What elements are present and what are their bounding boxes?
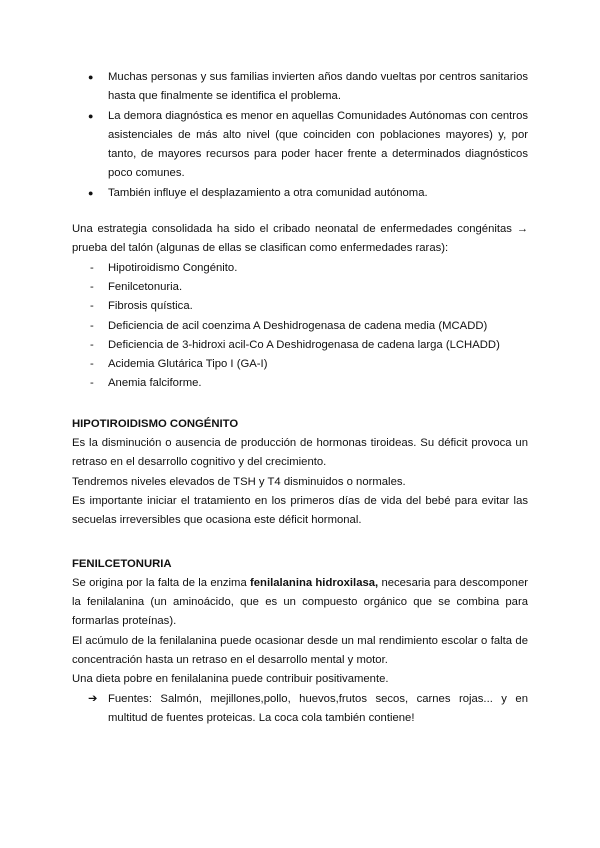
list-item xyxy=(72,336,528,355)
screening-list xyxy=(72,259,528,394)
dash-icon: - xyxy=(90,377,94,390)
bullet-icon: ● xyxy=(88,187,94,198)
hipotiroidismo-paragraph-2: Tendremos niveles elevados de TSH y T4 disminuidos o normales. xyxy=(72,475,406,488)
dash-icon: - xyxy=(90,338,94,351)
fenilcetonuria-paragraph-3: Una dieta pobre en fenilalanina puede contribuir positivamente. xyxy=(72,673,389,686)
list-item xyxy=(72,107,528,184)
bullet-text: También influye el desplazamiento a otra comunidad autónoma. xyxy=(108,186,428,199)
hipotiroidismo-paragraph-1: Es la disminución o ausencia de producción de hormonas tiroideas. Su déficit provoca un retraso en el desarrollo cognitivo y del crecimiento. xyxy=(72,437,528,469)
item-text: Anemia falciforme. xyxy=(108,377,202,390)
hipotiroidismo-heading: HIPOTIROIDISMO CONGÉNITO xyxy=(72,417,239,430)
list-item xyxy=(72,278,528,297)
document-page xyxy=(72,68,528,728)
bullet-icon: ● xyxy=(88,72,94,82)
screening-intro: Una estrategia consolidada ha sido el cribado neonatal de enfermedades congénitas → prueba del talón (algunas de ellas se clasifican como enfermedades raras): xyxy=(72,223,528,255)
text-run: necesaria para descomponer la fenilalanina (un aminoácido, que es un compuesto orgánico que se combina para formarlas proteínas). xyxy=(72,576,528,628)
dash-icon: - xyxy=(90,280,94,293)
item-text: Fibrosis quística. xyxy=(108,300,193,313)
list-item xyxy=(72,317,528,336)
list-item xyxy=(72,374,528,393)
arrow-icon: ➔ xyxy=(88,692,98,705)
enzyme-name: fenilalanina hidroxilasa, xyxy=(250,576,379,589)
item-text: Fenilcetonuria. xyxy=(108,280,183,293)
list-item xyxy=(72,690,528,729)
item-text: Acidemia Glutárica Tipo I (GA-I) xyxy=(108,358,268,371)
bullet-text: Muchas personas y sus familias invierten años dando vueltas por centros sanitarios hasta que finalmente se identifica el problema. xyxy=(108,71,528,103)
dash-icon: - xyxy=(90,261,94,274)
list-item xyxy=(72,259,528,278)
bullet-icon: ● xyxy=(88,110,94,121)
list-item xyxy=(72,184,528,203)
item-text: Deficiencia de 3-hidroxi acil-Co A Deshidrogenasa de cadena larga (LCHADD) xyxy=(108,338,500,351)
sources-text: Fuentes: Salmón, mejillones,pollo, huevos,frutos secos, carnes rojas... y en multitud de fuentes proteicas. La coca cola también contiene! xyxy=(108,692,528,724)
hipotiroidismo-paragraph-3: Es importante iniciar el tratamiento en los primeros días de vida del bebé para evitar las secuelas irreversibles que ocasiona este déficit hormonal. xyxy=(72,494,528,527)
item-text: Hipotiroidismo Congénito. xyxy=(108,261,238,274)
fenilcetonuria-paragraph-2: El acúmulo de la fenilalanina puede ocasionar desde un mal rendimiento escolar o falta de concentración hasta un retraso en el desarrollo mental y motor. xyxy=(72,634,528,667)
fenilcetonuria-paragraph-1 xyxy=(72,574,528,632)
sources-list xyxy=(72,690,528,729)
item-text: Deficiencia de acil coenzima A Deshidrogenasa de cadena media (MCADD) xyxy=(108,319,488,332)
bullet-text: La demora diagnóstica es menor en aquellas Comunidades Autónomas con centros asistenciales de más alto nivel (que coinciden con poblaciones mayores) y, por tanto, de mayores recursos para poder hacer frente a determinados diagnósticos poco comunes. xyxy=(108,109,528,180)
list-item xyxy=(72,355,528,374)
intro-bullet-list xyxy=(72,68,528,203)
dash-icon: - xyxy=(90,319,94,332)
dash-icon: - xyxy=(90,358,94,371)
list-item xyxy=(72,68,528,107)
text-run: Se origina por la falta de la enzima xyxy=(72,576,250,589)
dash-icon: - xyxy=(90,300,94,313)
fenilcetonuria-heading: FENILCETONURIA xyxy=(72,557,172,570)
list-item xyxy=(72,297,528,316)
